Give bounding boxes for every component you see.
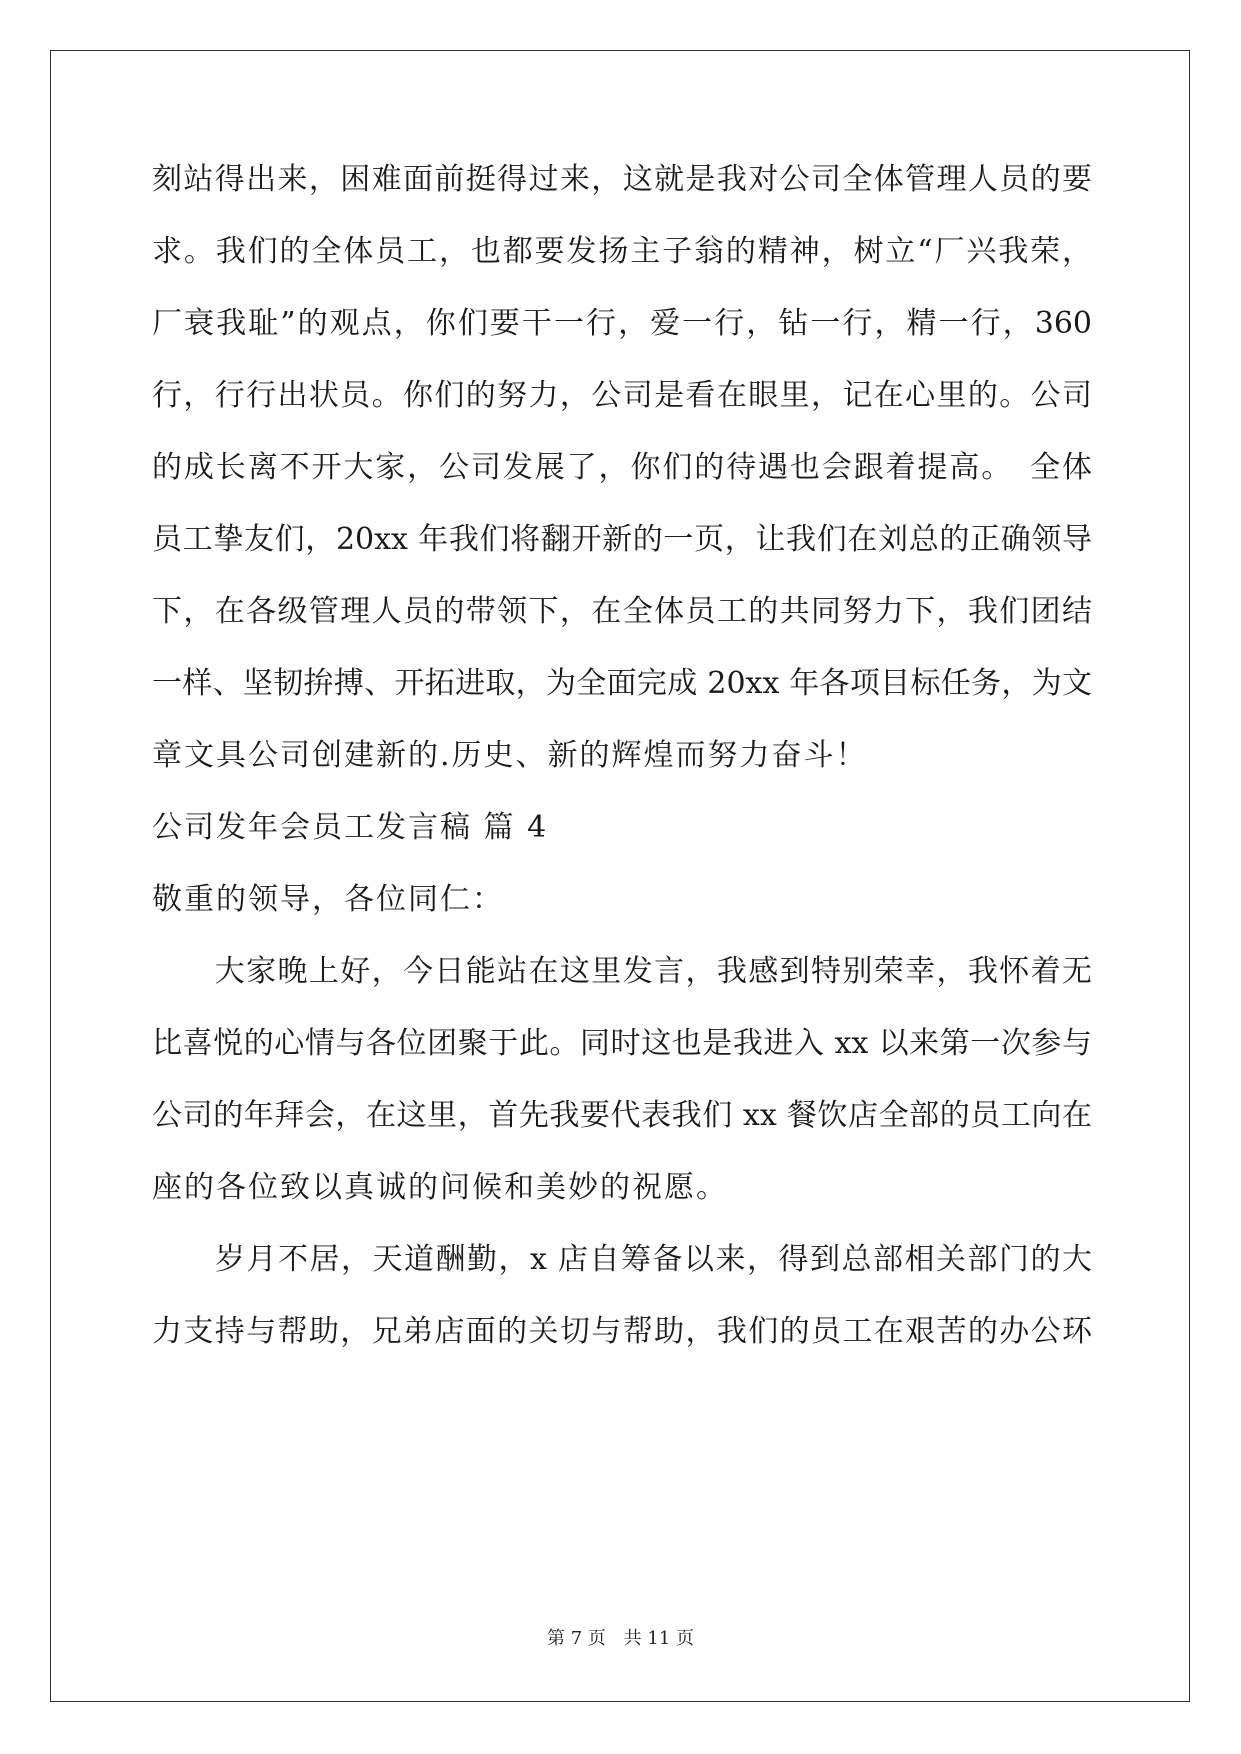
text-line: 大家晚上好，今日能站在这里发言，我感到特别荣幸，我怀着无 [152,954,1092,989]
text-line: 章文具公司创建新的.历史、新的辉煌而努力奋斗！ [152,738,868,773]
page-number-current: 第 7 页 [547,1628,606,1649]
section-heading: 公司发年会员工发言稿 篇 4 [152,810,549,845]
text-line: 座的各位致以真诚的问候和美妙的祝愿。 [152,1170,728,1205]
page-footer [0,1624,1241,1650]
text-line: 公司的年拜会，在这里，首先我要代表我们 xx 餐饮店全部的员工向在 [152,1098,1092,1133]
text-line: 的成长离不开大家，公司发展了，你们的待遇也会跟着提高。 全体 [152,450,1092,485]
text-line: 刻站得出来，困难面前挺得过来，这就是我对公司全体管理人员的要 [152,162,1092,197]
salutation: 敬重的领导，各位同仁： [152,882,504,917]
text-line: 下，在各级管理人员的带领下，在全体员工的共同努力下，我们团结 [152,594,1092,629]
page-number-total: 共 11 页 [623,1628,694,1649]
text-line: 员工挚友们，20xx 年我们将翻开新的一页，让我们在刘总的正确领导 [152,522,1092,557]
text-line: 求。我们的全体员工，也都要发扬主子翁的精神，树立“厂兴我荣， [152,234,1092,269]
text-line: 岁月不居，天道酬勤，x 店自筹备以来，得到总部相关部门的大 [152,1242,1092,1277]
page-border [50,50,1190,1702]
text-line: 比喜悦的心情与各位团聚于此。同时这也是我进入 xx 以来第一次参与 [152,1026,1092,1061]
text-line: 行，行行出状员。你们的努力，公司是看在眼里，记在心里的。公司 [152,378,1092,413]
text-line: 厂衰我耻”的观点，你们要干一行，爱一行，钻一行，精一行，360 [152,306,1092,341]
text-line: 一样、坚韧拚搏、开拓进取，为全面完成 20xx 年各项目标任务，为文 [152,666,1092,701]
text-line: 力支持与帮助，兄弟店面的关切与帮助，我们的员工在艰苦的办公环 [152,1314,1092,1349]
